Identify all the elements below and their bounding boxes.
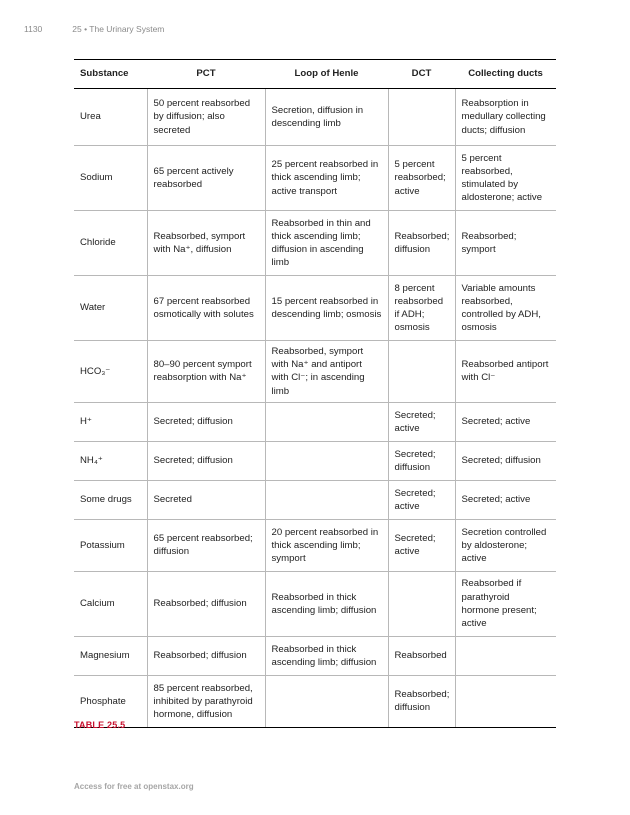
loop-cell <box>265 675 388 727</box>
cd-cell: 5 percent reabsorbed, stimulated by aldosterone; active <box>455 146 556 211</box>
pct-cell: Reabsorbed, symport with Na⁺, diffusion <box>147 211 265 276</box>
cd-cell: Secreted; diffusion <box>455 441 556 480</box>
cd-cell: Secreted; active <box>455 480 556 519</box>
substance-cell: NH₄⁺ <box>74 441 147 480</box>
cd-cell <box>455 675 556 727</box>
dct-cell: 5 percent reabsorbed; active <box>388 146 455 211</box>
pct-cell: Secreted; diffusion <box>147 441 265 480</box>
substance-cell: Magnesium <box>74 636 147 675</box>
dct-cell: Reabsorbed; diffusion <box>388 675 455 727</box>
loop-cell: 15 percent reabsorbed in descending limb; osmosis <box>265 276 388 341</box>
pct-cell: Secreted; diffusion <box>147 402 265 441</box>
chapter-title: 25 • The Urinary System <box>72 24 165 34</box>
table-row <box>74 89 556 146</box>
cd-cell: Secreted; active <box>455 402 556 441</box>
column-header: DCT <box>388 60 455 89</box>
dct-cell <box>388 571 455 636</box>
page-footer: Access for free at openstax.org <box>74 782 194 791</box>
table-header-row <box>74 60 556 89</box>
loop-cell: Secretion, diffusion in descending limb <box>265 89 388 146</box>
dct-cell: Secreted; diffusion <box>388 441 455 480</box>
substance-cell: Potassium <box>74 519 147 571</box>
table-row <box>74 211 556 276</box>
substance-cell: HCO₃⁻ <box>74 341 147 403</box>
dct-cell: Reabsorbed; diffusion <box>388 211 455 276</box>
pct-cell: 65 percent actively reabsorbed <box>147 146 265 211</box>
column-header: Loop of Henle <box>265 60 388 89</box>
cd-cell: Secretion controlled by aldosterone; active <box>455 519 556 571</box>
substance-cell: Calcium <box>74 571 147 636</box>
pct-cell: 85 percent reabsorbed, inhibited by parathyroid hormone, diffusion <box>147 675 265 727</box>
pct-cell: 80–90 percent symport reabsorption with Na⁺ <box>147 341 265 403</box>
dct-cell <box>388 341 455 403</box>
substances-table <box>74 59 556 728</box>
dct-cell: Reabsorbed <box>388 636 455 675</box>
page-number: 1130 <box>24 24 43 34</box>
dct-cell: Secreted; active <box>388 480 455 519</box>
dct-cell: 8 percent reabsorbed if ADH; osmosis <box>388 276 455 341</box>
table-row <box>74 146 556 211</box>
table-row <box>74 402 556 441</box>
cd-cell: Variable amounts reabsorbed, controlled by ADH, osmosis <box>455 276 556 341</box>
pct-cell: Reabsorbed; diffusion <box>147 571 265 636</box>
pct-cell: 50 percent reabsorbed by diffusion; also secreted <box>147 89 265 146</box>
substance-cell: H⁺ <box>74 402 147 441</box>
substance-cell: Water <box>74 276 147 341</box>
pct-cell: 65 percent reabsorbed; diffusion <box>147 519 265 571</box>
loop-cell <box>265 402 388 441</box>
column-header: Substance <box>74 60 147 89</box>
table-row <box>74 519 556 571</box>
loop-cell: 25 percent reabsorbed in thick ascending limb; active transport <box>265 146 388 211</box>
cd-cell: Reabsorption in medullary collecting ducts; diffusion <box>455 89 556 146</box>
table-row <box>74 341 556 403</box>
cd-cell: Reabsorbed if parathyroid hormone present; active <box>455 571 556 636</box>
table-row <box>74 675 556 727</box>
loop-cell: Reabsorbed in thick ascending limb; diffusion <box>265 636 388 675</box>
substance-cell: Urea <box>74 89 147 146</box>
column-header: PCT <box>147 60 265 89</box>
column-header: Collecting ducts <box>455 60 556 89</box>
pct-cell: Reabsorbed; diffusion <box>147 636 265 675</box>
table-row <box>74 636 556 675</box>
page-header <box>24 24 606 34</box>
substance-cell: Chloride <box>74 211 147 276</box>
cd-cell <box>455 636 556 675</box>
table-row <box>74 441 556 480</box>
loop-cell <box>265 441 388 480</box>
pct-cell: Secreted <box>147 480 265 519</box>
dct-cell <box>388 89 455 146</box>
substance-cell: Sodium <box>74 146 147 211</box>
substance-cell: Phosphate <box>74 675 147 727</box>
table-caption: TABLE 25.5 <box>74 720 126 730</box>
loop-cell: Reabsorbed in thin and thick ascending limb; diffusion in ascending limb <box>265 211 388 276</box>
cd-cell: Reabsorbed antiport with Cl⁻ <box>455 341 556 403</box>
loop-cell: 20 percent reabsorbed in thick ascending limb; symport <box>265 519 388 571</box>
dct-cell: Secreted; active <box>388 519 455 571</box>
loop-cell <box>265 480 388 519</box>
table-row <box>74 276 556 341</box>
table-row <box>74 571 556 636</box>
table-row <box>74 480 556 519</box>
loop-cell: Reabsorbed in thick ascending limb; diffusion <box>265 571 388 636</box>
cd-cell: Reabsorbed; symport <box>455 211 556 276</box>
substance-cell: Some drugs <box>74 480 147 519</box>
dct-cell: Secreted; active <box>388 402 455 441</box>
pct-cell: 67 percent reabsorbed osmotically with solutes <box>147 276 265 341</box>
loop-cell: Reabsorbed, symport with Na⁺ and antiport with Cl⁻; in ascending limb <box>265 341 388 403</box>
